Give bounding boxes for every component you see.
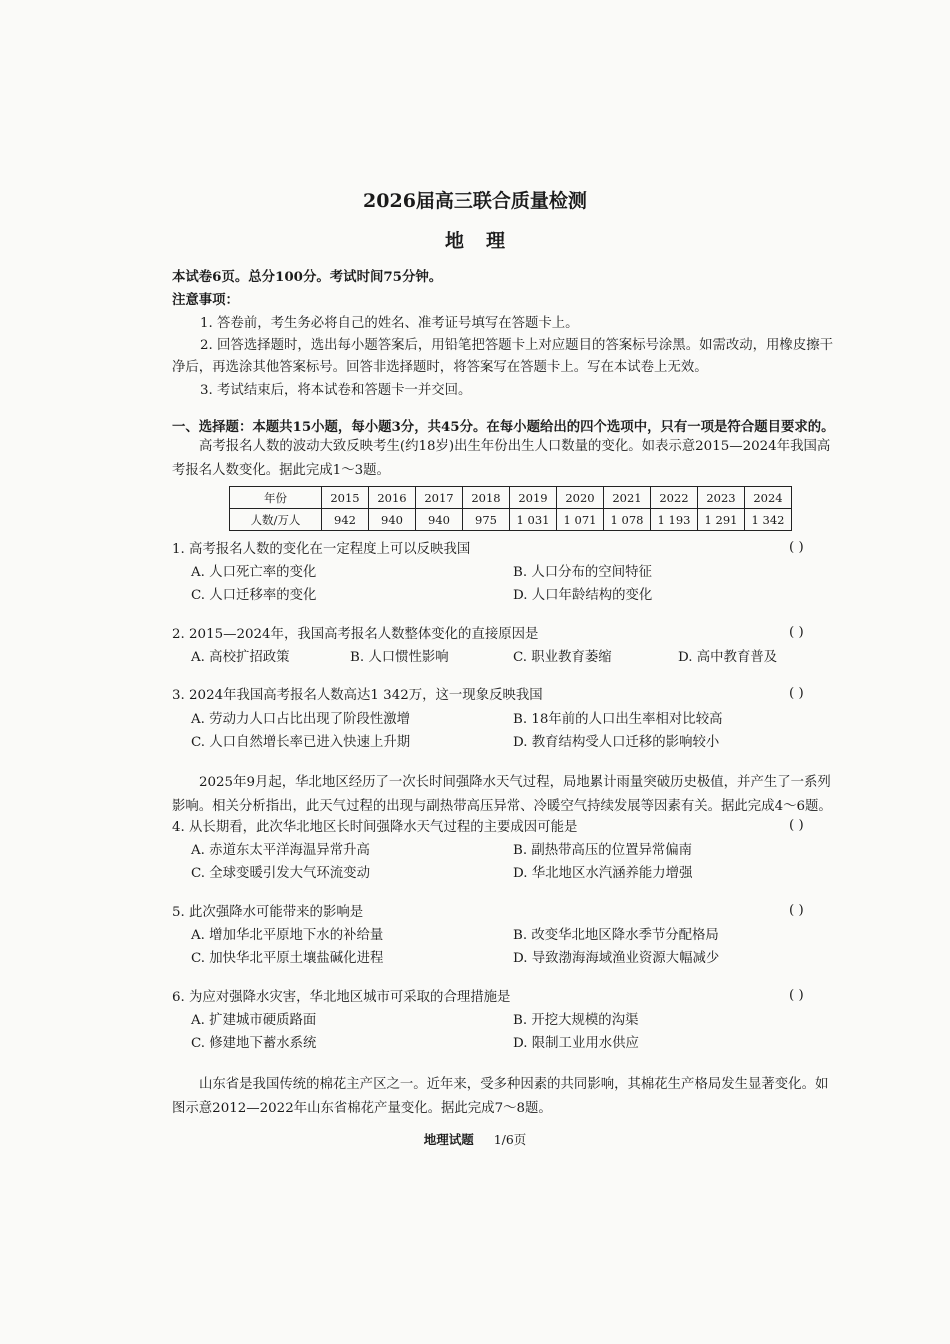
option: B. 18年前的人口出生率相对比较高 xyxy=(513,712,723,727)
passage-rainfall: 2025年9月起，华北地区经历了一次长时间强降水天气过程，局地累计雨量突破历史极值，并产生了一系列影响。相关分析指出，此天气过程的出现与副热带高压异常、冷暖空气持续发展等因素有关。据此完成4～6题。 xyxy=(172,775,832,814)
exam-info: 本试卷6页。总分100分。考试时间75分钟。 xyxy=(172,269,443,285)
option: D. 人口年龄结构的变化 xyxy=(513,588,653,603)
option: D. 教育结构受人口迁移的影响较小 xyxy=(513,735,720,750)
question-stem: 1. 高考报名人数的变化在一定程度上可以反映我国 xyxy=(172,542,471,557)
option: C. 职业教育萎缩 xyxy=(513,650,612,665)
question-stem: 2. 2015—2024年，我国高考报名人数整体变化的直接原因是 xyxy=(172,627,539,642)
table-cell: 1 291 xyxy=(698,509,745,531)
question-stem: 4. 从长期看，此次华北地区长时间强降水天气过程的主要成因可能是 xyxy=(172,820,578,835)
option: D. 导致渤海海域渔业资源大幅减少 xyxy=(513,951,720,966)
option: C. 修建地下蓄水系统 xyxy=(191,1036,317,1051)
option: A. 高校扩招政策 xyxy=(191,650,290,665)
enrollment-table xyxy=(229,486,792,531)
option: D. 高中教育普及 xyxy=(678,650,778,665)
table-cell: 1 193 xyxy=(651,509,698,531)
option: B. 改变华北地区降水季节分配格局 xyxy=(513,928,719,943)
table-cell: 2019 xyxy=(510,487,557,509)
page-footer xyxy=(0,1130,950,1148)
table-cell: 1 078 xyxy=(604,509,651,531)
option: A. 增加华北平原地下水的补给量 xyxy=(191,928,384,943)
table-cell: 2017 xyxy=(416,487,463,509)
table-cell: 1 031 xyxy=(510,509,557,531)
table-cell: 2023 xyxy=(698,487,745,509)
table-cell: 2024 xyxy=(745,487,792,509)
option: B. 人口惯性影响 xyxy=(350,650,449,665)
table-cell: 2020 xyxy=(557,487,604,509)
table-cell: 1 071 xyxy=(557,509,604,531)
answer-blank: ( ) xyxy=(789,625,804,640)
question-stem: 6. 为应对强降水灾害，华北地区城市可采取的合理措施是 xyxy=(172,990,511,1005)
table-cell: 2015 xyxy=(322,487,369,509)
option: A. 赤道东太平洋海温异常升高 xyxy=(191,843,370,858)
table-cell: 940 xyxy=(369,509,416,531)
table-header-cell: 年份 xyxy=(230,487,322,509)
notice-item: 1. 答卷前，考生务必将自己的姓名、准考证号填写在答题卡上。 xyxy=(200,316,579,331)
exam-subject: 地理 xyxy=(444,230,527,252)
option: C. 加快华北平原土壤盐碱化进程 xyxy=(191,951,384,966)
notice-item: 净后，再选涂其他答案标号。回答非选择题时，将答案写在答题卡上。写在本试卷上无效。 xyxy=(172,360,708,375)
passage-cotton: 山东省是我国传统的棉花主产区之一。近年来，受多种因素的共同影响，其棉花生产格局发生显著变化。如图示意2012—2022年山东省棉花产量变化。据此完成7～8题。 xyxy=(172,1077,829,1116)
table-cell: 940 xyxy=(416,509,463,531)
footer-label: 地理试题 xyxy=(423,1132,474,1147)
question-stem: 3. 2024年我国高考报名人数高达1 342万，这一现象反映我国 xyxy=(172,688,543,703)
table-cell: 2016 xyxy=(369,487,416,509)
option: A. 扩建城市硬质路面 xyxy=(191,1013,317,1028)
option: C. 全球变暖引发大气环流变动 xyxy=(191,866,370,881)
option: C. 人口自然增长率已进入快速上升期 xyxy=(191,735,411,750)
table-header-cell: 人数/万人 xyxy=(230,509,322,531)
section-heading: 一、选择题：本题共15小题，每小题3分，共45分。在每小题给出的四个选项中，只有一项是符合题目要求的。 xyxy=(172,419,835,435)
answer-blank: ( ) xyxy=(789,903,804,918)
option: B. 副热带高压的位置异常偏南 xyxy=(513,843,693,858)
option: C. 人口迁移率的变化 xyxy=(191,588,317,603)
answer-blank: ( ) xyxy=(789,686,804,701)
exam-title: 2026届高三联合质量检测 xyxy=(363,190,587,212)
table-cell: 2022 xyxy=(651,487,698,509)
table-cell: 942 xyxy=(322,509,369,531)
option: D. 限制工业用水供应 xyxy=(513,1036,639,1051)
notice-heading: 注意事项： xyxy=(172,292,239,308)
notice-item: 3. 考试结束后，将本试卷和答题卡一并交回。 xyxy=(200,383,472,398)
answer-blank: ( ) xyxy=(789,988,804,1003)
table-cell: 2018 xyxy=(463,487,510,509)
option: D. 华北地区水汽涵养能力增强 xyxy=(513,866,693,881)
page-number: 1/6页 xyxy=(493,1132,527,1147)
answer-blank: ( ) xyxy=(789,818,804,833)
table-cell: 2021 xyxy=(604,487,651,509)
option: A. 劳动力人口占比出现了阶段性激增 xyxy=(191,712,411,727)
option: B. 开挖大规模的沟渠 xyxy=(513,1013,639,1028)
passage-population: 高考报名人数的波动大致反映考生(约18岁)出生年份出生人口数量的变化。如表示意2015—2024年我国高考报名人数变化。据此完成1～3题。 xyxy=(172,439,831,478)
table-cell: 975 xyxy=(463,509,510,531)
option: B. 人口分布的空间特征 xyxy=(513,565,652,580)
table-cell: 1 342 xyxy=(745,509,792,531)
question-stem: 5. 此次强降水可能带来的影响是 xyxy=(172,905,364,920)
notice-item: 2. 回答选择题时，选出每小题答案后，用铅笔把答题卡上对应题目的答案标号涂黑。如需改动，用橡皮擦干 xyxy=(200,338,833,353)
answer-blank: ( ) xyxy=(789,540,804,555)
table-row xyxy=(230,487,792,509)
option: A. 人口死亡率的变化 xyxy=(191,565,317,580)
table-row xyxy=(230,509,792,531)
